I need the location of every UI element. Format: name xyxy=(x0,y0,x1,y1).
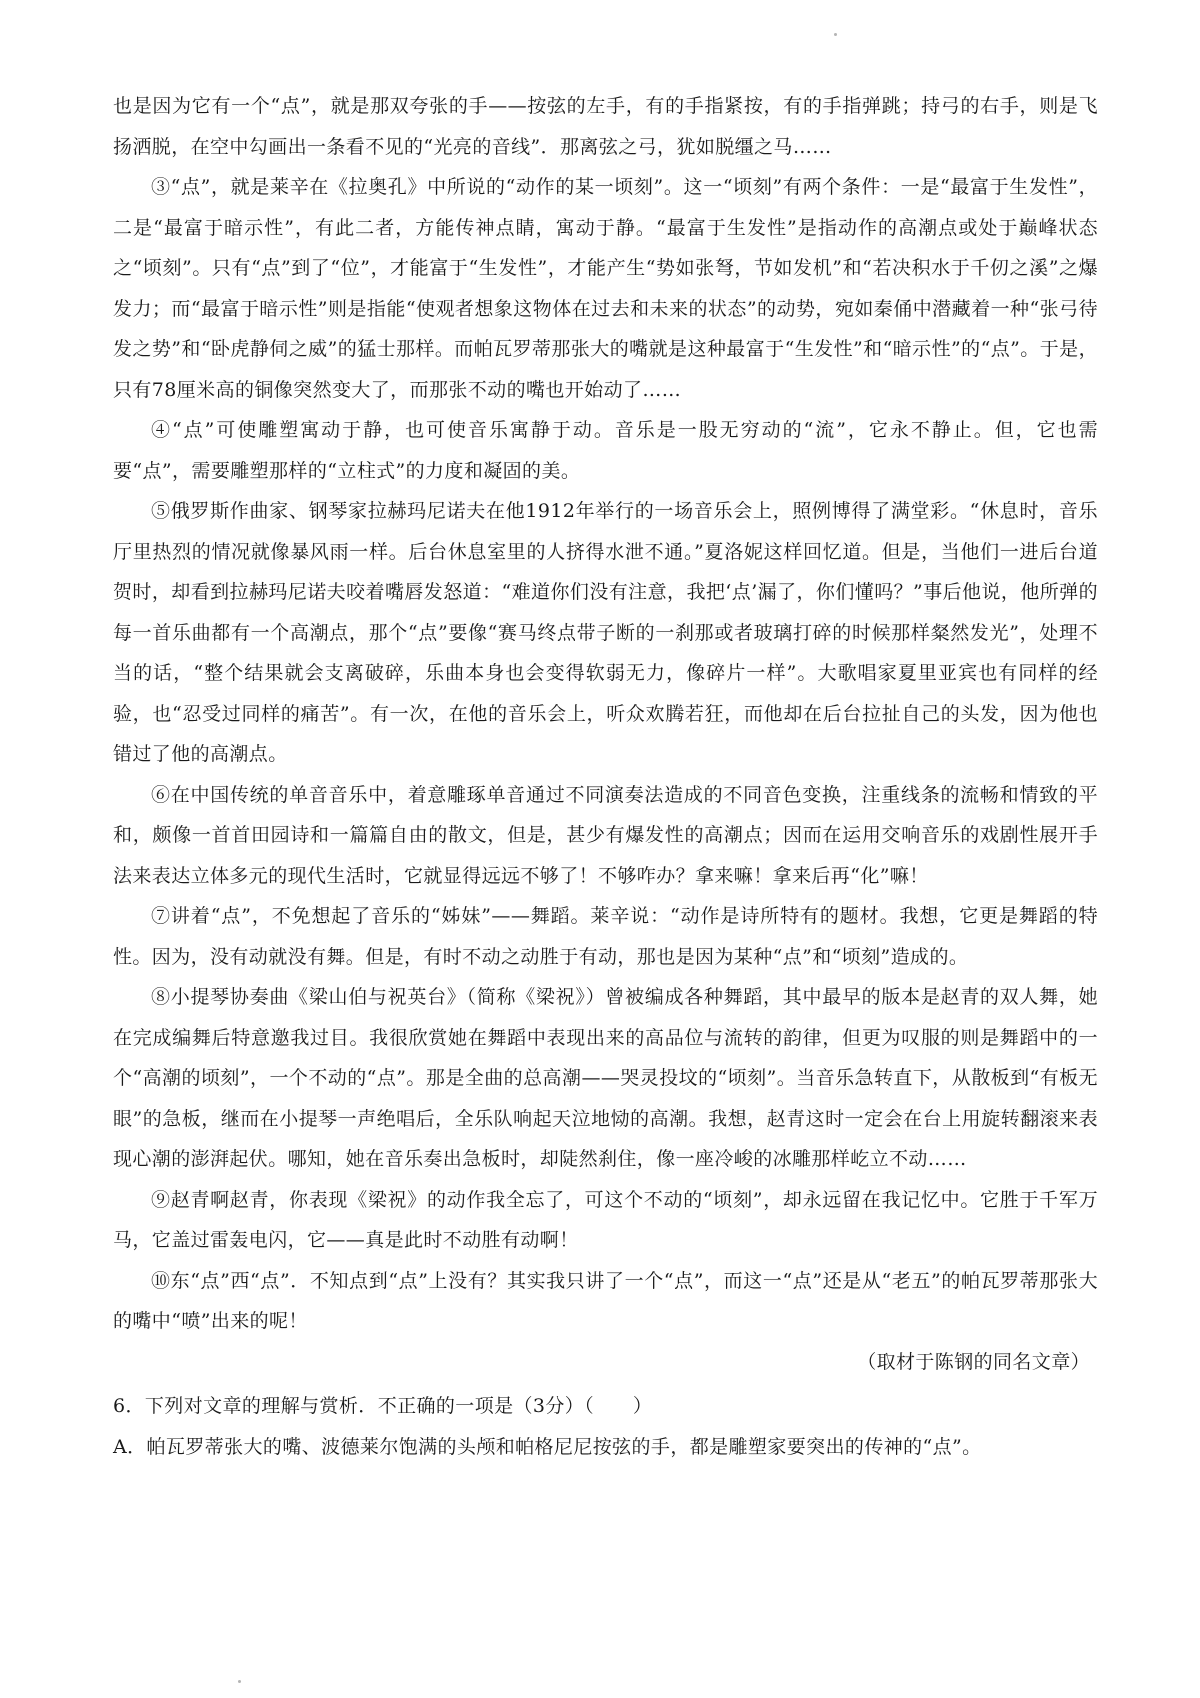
article-body xyxy=(113,86,1098,1467)
question-6 xyxy=(113,1386,1098,1467)
scan-speck xyxy=(238,1680,241,1683)
question-option-a: A．帕瓦罗蒂张大的嘴、波德莱尔饱满的头颅和帕格尼尼按弦的手，都是雕塑家要突出的传神的“点”。 xyxy=(113,1435,982,1458)
article-paragraph-7: ⑦讲着“点”，不免想起了音乐的“姊妹”——舞蹈。莱辛说：“动作是诗所特有的题材。我想，它更是舞蹈的特性。因为，没有动就没有舞。但是，有时不动之动胜于有动，那也是因为某种“点”和“顷刻”造成的。 xyxy=(113,905,1098,968)
question-stem: 6．下列对文章的理解与赏析．不正确的一项是（3分）（ ） xyxy=(113,1395,653,1417)
article-source-note: （取材于陈钢的同名文章） xyxy=(857,1350,1090,1373)
article-paragraph-5: ⑤俄罗斯作曲家、钢琴家拉赫玛尼诺夫在他1912年举行的一场音乐会上，照例博得了满堂彩。“休息时，音乐厅里热烈的情况就像暴风雨一样。后台休息室里的人挤得水泄不通。”夏洛妮这样回忆道。但是，当他们一进后台道贺时，却看到拉赫玛尼诺夫咬着嘴唇发怒道：“难道你们没有注意，我把‘点’漏了，你们懂吗？”事后他说，他所弹的每一首乐曲都有一个高潮点，那个“点”要像“赛马终点带子断的一刹那或者玻璃打碎的时候那样粲然发光”，处理不当的话，“整个结果就会支离破碎，乐曲本身也会变得软弱无力，像碎片一样”。大歌唱家夏里亚宾也有同样的经验，也“忍受过同样的痛苦”。有一次，在他的音乐会上，听众欢腾若狂，而他却在后台拉扯自己的头发，因为他也错过了他的高潮点。 xyxy=(113,500,1098,765)
article-paragraph-8: ⑧小提琴协奏曲《梁山伯与祝英台》（简称《梁祝》）曾被编成各种舞蹈，其中最早的版本是赵青的双人舞，她在完成编舞后特意邀我过目。我很欣赏她在舞蹈中表现出来的高品位与流转的韵律，但更为叹服的则是舞蹈中的一个“高潮的顷刻”，一个不动的“点”。那是全曲的总高潮——哭灵投坟的“顷刻”。当音乐急转直下，从散板到“有板无眼”的急板，继而在小提琴一声绝唱后，全乐队响起天泣地恸的高潮。我想，赵青这时一定会在台上用旋转翻滚来表现心潮的澎湃起伏。哪知，她在音乐奏出急板时，却陡然刹住，像一座冷峻的冰雕那样屹立不动…… xyxy=(113,986,1098,1170)
article-paragraph-4: ④“点”可使雕塑寓动于静，也可使音乐寓静于动。音乐是一股无穷动的“流”，它永不静止。但，它也需要“点”，需要雕塑那样的“立柱式”的力度和凝固的美。 xyxy=(113,419,1098,482)
article-paragraph-6: ⑥在中国传统的单音音乐中，着意雕琢单音通过不同演奏法造成的不同音色变换，注重线条的流畅和情致的平和，颇像一首首田园诗和一篇篇自由的散文，但是，甚少有爆发性的高潮点；因而在运用交响音乐的戏剧性展开手法来表达立体多元的现代生活时，它就显得远远不够了！不够咋办？拿来嘛！拿来后再“化”嘛！ xyxy=(113,783,1098,887)
article-paragraph-10: ⑩东“点”西“点”．不知点到“点”上没有？其实我只讲了一个“点”，而这一“点”还是从“老五”的帕瓦罗蒂那张大的嘴中“喷”出来的呢！ xyxy=(113,1269,1098,1332)
article-paragraph-continued: 也是因为它有一个“点”，就是那双夸张的手——按弦的左手，有的手指紧按，有的手指弹跳；持弓的右手，则是飞扬洒脱，在空中勾画出一条看不见的“光亮的音线”．那离弦之弓，犹如脱缰之马…… xyxy=(113,95,1098,158)
article-paragraph-3: ③“点”，就是莱辛在《拉奥孔》中所说的“动作的某一顷刻”。这一“顷刻”有两个条件：一是“最富于生发性”，二是“最富于暗示性”，有此二者，方能传神点睛，寓动于静。“最富于生发性”是指动作的高潮点或处于巅峰状态之“顷刻”。只有“点”到了“位”，才能富于“生发性”，才能产生“势如张弩，节如发机”和“若决积水于千仞之溪”之爆发力；而“最富于暗示性”则是指能“使观者想象这物体在过去和未来的状态”的动势，宛如秦俑中潜藏着一种“张弓待发之势”和“卧虎静伺之威”的猛士那样。而帕瓦罗蒂那张大的嘴就是这种最富于“生发性”和“暗示性”的“点”。于是，只有78厘米高的铜像突然变大了，而那张不动的嘴也开始动了…… xyxy=(113,176,1098,401)
article-paragraph-9: ⑨赵青啊赵青，你表现《梁祝》的动作我全忘了，可这个不动的“顷刻”，却永远留在我记忆中。它胜于千军万马，它盖过雷轰电闪，它——真是此时不动胜有动啊！ xyxy=(113,1188,1098,1251)
scan-speck xyxy=(834,33,837,36)
